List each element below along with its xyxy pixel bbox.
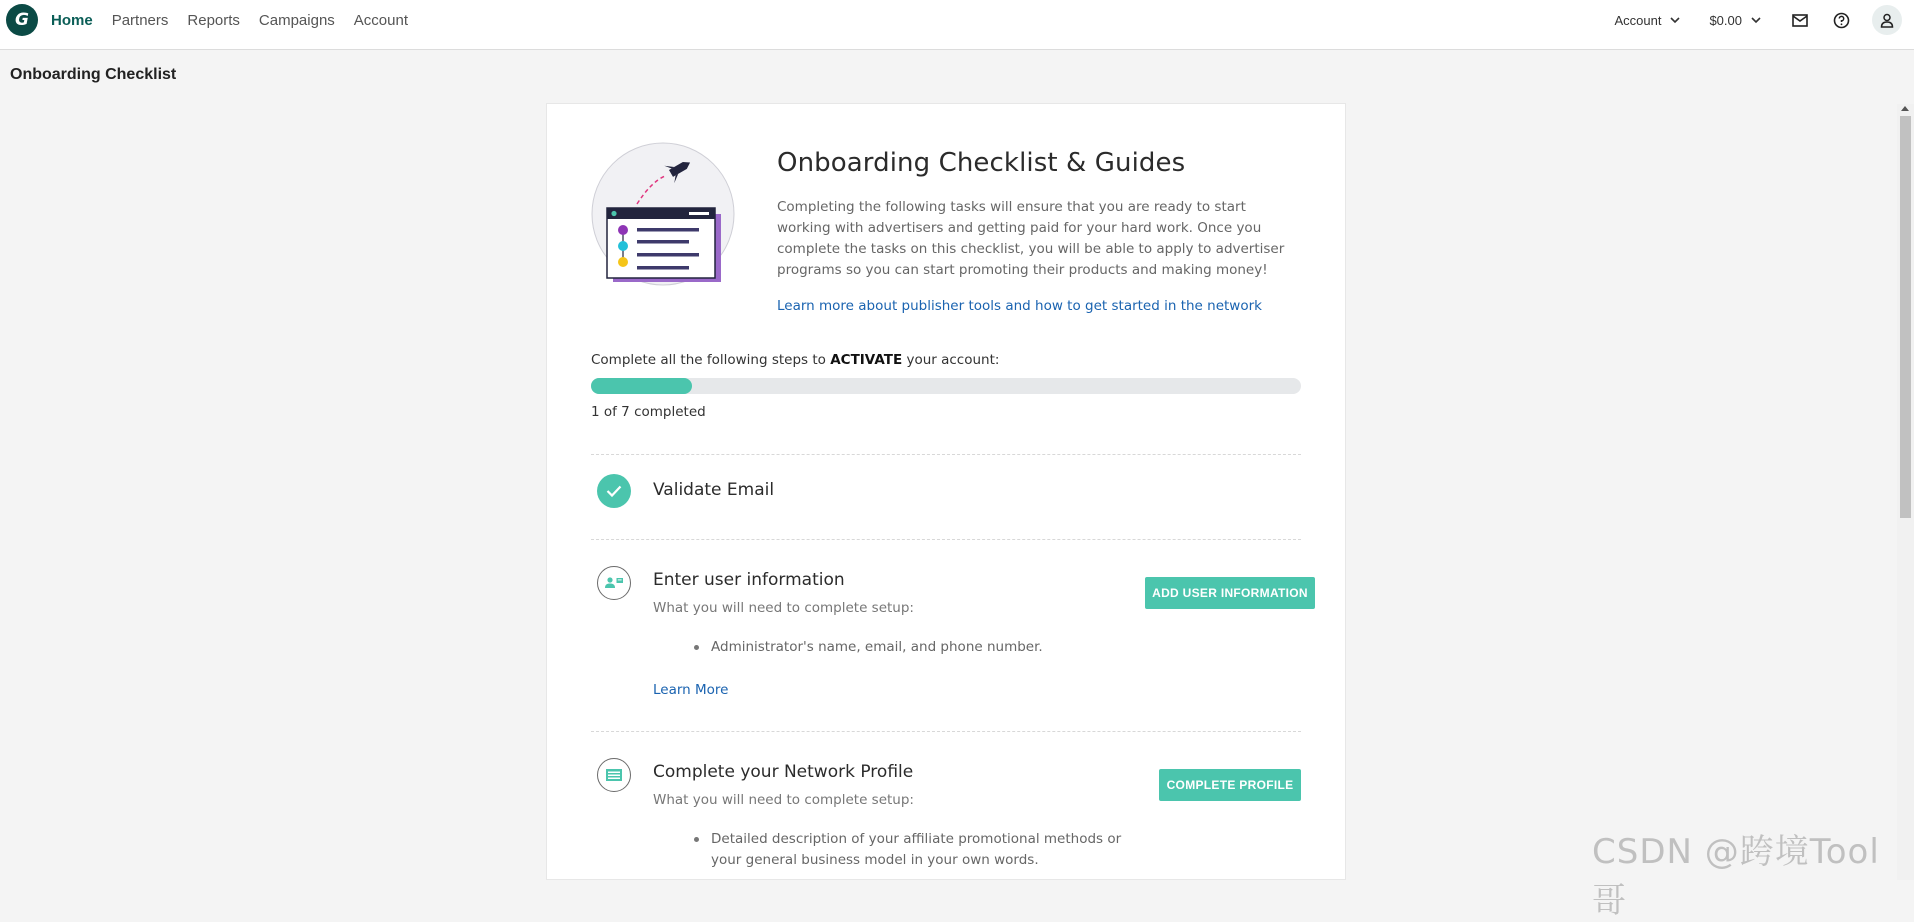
divider bbox=[591, 731, 1301, 732]
hero-title: Onboarding Checklist & Guides bbox=[777, 148, 1186, 178]
step-title-user-information: Enter user information bbox=[653, 570, 845, 590]
main-nav bbox=[51, 0, 408, 40]
check-icon bbox=[597, 474, 631, 508]
nav-item-campaigns[interactable]: Campaigns bbox=[258, 11, 335, 29]
hero-description: Completing the following tasks will ensure that you are ready to start working with advertisers and getting paid for your hard work. Once you complete the tasks on this checklist, you will be able to apply to advertiser programs so you can start promoting their products and making money! bbox=[777, 199, 1285, 278]
progress-status: 1 of 7 completed bbox=[591, 404, 706, 420]
complete-profile-button[interactable]: COMPLETE PROFILE bbox=[1159, 769, 1301, 801]
brand-logo[interactable] bbox=[6, 4, 38, 36]
step-subtitle: What you will need to complete setup: bbox=[653, 792, 914, 808]
requirements-list bbox=[653, 829, 1123, 871]
balance-dropdown-label: $0.00 bbox=[1709, 12, 1742, 28]
requirements-list bbox=[653, 637, 1123, 658]
progress-bar-fill bbox=[591, 378, 692, 394]
add-user-information-button[interactable]: ADD USER INFORMATION bbox=[1145, 577, 1315, 609]
top-navigation-bar bbox=[0, 0, 1914, 50]
page-title: Onboarding Checklist bbox=[10, 66, 177, 83]
nav-item-reports[interactable]: Reports bbox=[187, 11, 240, 29]
scrollbar[interactable] bbox=[1897, 104, 1914, 880]
profile-card-icon bbox=[597, 758, 631, 792]
account-dropdown[interactable] bbox=[1614, 13, 1681, 28]
step-title-network-profile: Complete your Network Profile bbox=[653, 762, 914, 782]
divider bbox=[591, 454, 1301, 455]
activation-emphasis: ACTIVATE bbox=[830, 352, 903, 368]
nav-item-home[interactable]: Home bbox=[51, 11, 93, 29]
step-subtitle: What you will need to complete setup: bbox=[653, 600, 914, 616]
publisher-tools-link[interactable]: Learn more about publisher tools and how to get started in the network bbox=[777, 298, 1262, 314]
scroll-up-icon[interactable] bbox=[1901, 106, 1909, 111]
list-item: Administrator's name, email, and phone number. bbox=[653, 637, 1123, 658]
activation-suffix: your account: bbox=[902, 352, 1000, 368]
watermark-text: CSDN @跨境Tool哥 bbox=[1592, 832, 1880, 921]
nav-item-partners[interactable]: Partners bbox=[111, 11, 169, 29]
account-dropdown-label: Account bbox=[1614, 12, 1662, 28]
help-icon[interactable] bbox=[1831, 10, 1851, 30]
utility-nav bbox=[1614, 0, 1914, 40]
chevron-down-icon bbox=[1750, 14, 1762, 26]
activation-prefix: Complete all the following steps to bbox=[591, 352, 831, 368]
step-title-validate-email: Validate Email bbox=[653, 480, 775, 500]
user-info-icon bbox=[597, 566, 631, 600]
divider bbox=[591, 539, 1301, 540]
mail-icon[interactable] bbox=[1790, 10, 1810, 30]
balance-dropdown[interactable] bbox=[1709, 13, 1762, 28]
chevron-down-icon bbox=[1669, 14, 1681, 26]
onboarding-card bbox=[546, 103, 1346, 880]
nav-item-account[interactable]: Account bbox=[353, 11, 408, 29]
list-item: Detailed description of your affiliate promotional methods or your general business model in your own words. bbox=[653, 829, 1123, 871]
user-icon[interactable] bbox=[1872, 5, 1902, 35]
progress-bar bbox=[591, 378, 1301, 394]
checklist-illustration bbox=[591, 142, 739, 290]
learn-more-link[interactable]: Learn More bbox=[653, 682, 729, 698]
scrollbar-thumb[interactable] bbox=[1900, 116, 1911, 518]
brand-logo-text: G bbox=[15, 10, 29, 30]
activation-instructions bbox=[591, 352, 999, 368]
